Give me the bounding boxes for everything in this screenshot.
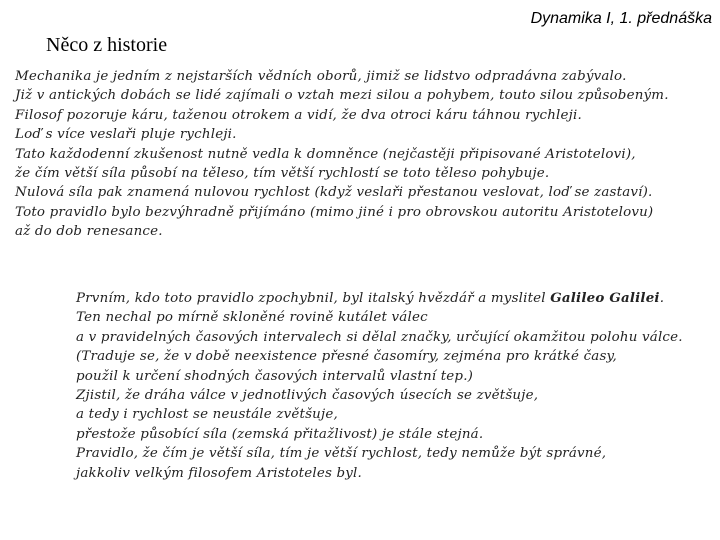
galileo-name: Galileo Galilei (550, 290, 660, 306)
paragraph-history-mechanics (15, 67, 669, 242)
text-line: Mechanika je jedním z nejstarších vědních oborů, jimiž se lidstvo odpradávna zabývalo. (15, 69, 627, 84)
text-line: jakkoliv velkým filosofem Aristoteles byl. (76, 465, 362, 481)
text-line-galileo-intro (76, 289, 683, 308)
text-line: Ten nechal po mírně skloněné rovině kutálet válec (76, 310, 428, 326)
text-line: a tedy i rychlost se neustále zvětšuje, (76, 407, 338, 423)
text-line: Tato každodenní zkušenost nutně vedla k domněnce (nejčastěji připisované Aristotelovi), (15, 146, 636, 162)
text-line: a v pravidelných časových intervalech si dělal značky, určující okamžitou polohu válce. (76, 329, 683, 345)
slide-header: Dynamika I, 1. přednáška (530, 10, 712, 27)
paragraph-galileo (76, 289, 683, 483)
text-line: přestože působící síla (zemská přitažlivost) je stále stejná. (76, 426, 484, 442)
intro-period: . (659, 291, 665, 306)
text-line: že čím větší síla působí na těleso, tím větší rychlostí se toto těleso pohybuje. (15, 166, 550, 182)
text-line: Loď s více veslaři pluje rychleji. (15, 127, 237, 143)
slide-title: Něco z historie (46, 34, 168, 56)
text-line: (Traduje se, že v době neexistence přesné časomíry, zejména pro krátké časy, (76, 349, 617, 365)
text-line: Již v antických dobách se lidé zajímali o vztah mezi silou a pohybem, touto silou způsobeným. (15, 88, 669, 104)
text-line: až do dob renesance. (15, 224, 163, 240)
intro-text: Prvním, kdo toto pravidlo zpochybnil, byl italský hvězdář a myslitel (76, 291, 551, 306)
text-line: použil k určení shodných časových intervalů vlastní tep.) (76, 368, 474, 384)
text-line: Toto pravidlo bylo bezvýhradně přijímáno (mimo jiné i pro obrovskou autoritu Aristotelovu) (15, 204, 654, 220)
text-line: Filosof pozoruje káru, taženou otrokem a vidí, že dva otroci káru táhnou rychleji. (15, 107, 582, 123)
text-line: Pravidlo, že čím je větší síla, tím je větší rychlost, tedy nemůže být správné, (76, 446, 607, 462)
text-line: Nulová síla pak znamená nulovou rychlost (když veslaři přestanou veslovat, loď se zastaví). (15, 185, 653, 201)
text-line: Zjistil, že dráha válce v jednotlivých časových úsecích se zvětšuje, (76, 388, 539, 404)
